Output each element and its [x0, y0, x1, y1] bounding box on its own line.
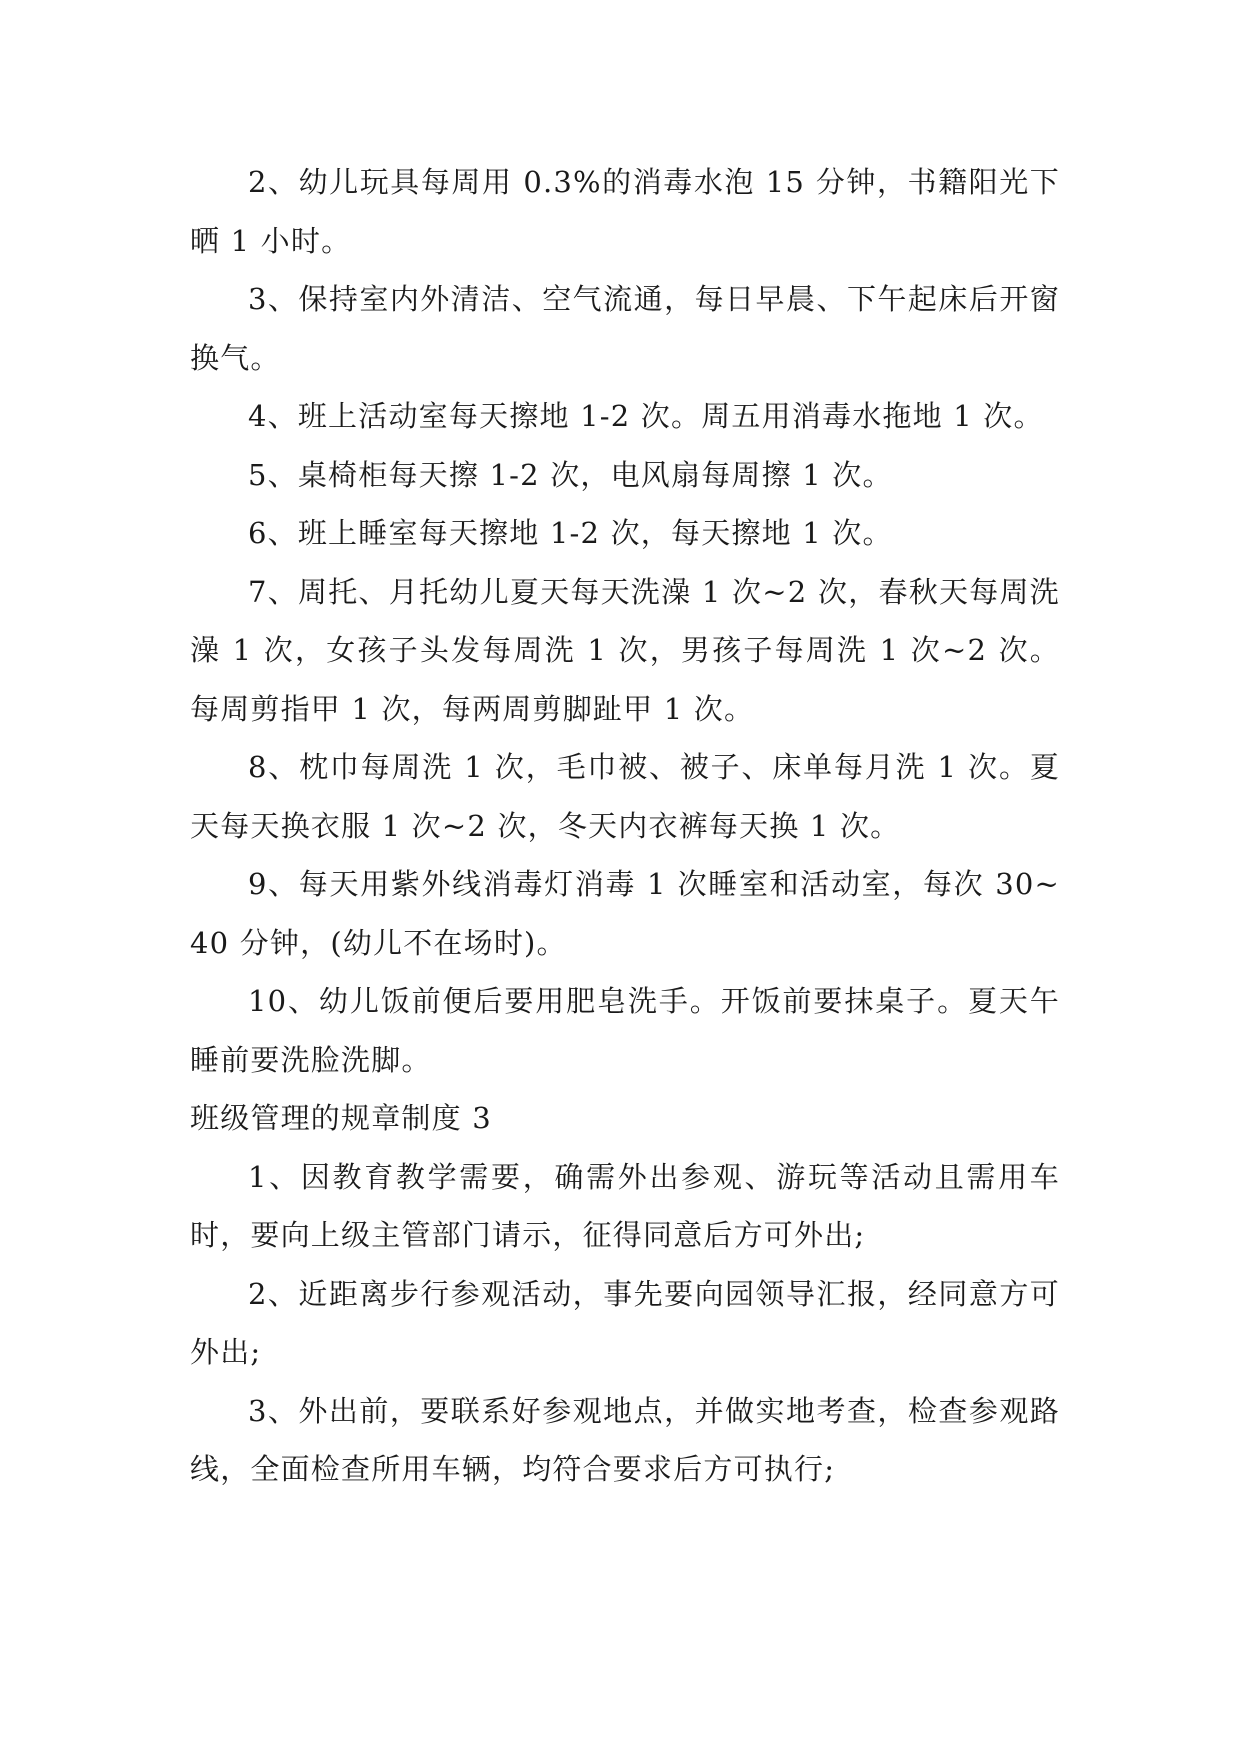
paragraph-ventilation: 3、保持室内外清洁、空气流通，每日早晨、下午起床后开窗换气。	[190, 282, 1060, 375]
paragraph-toys-disinfection: 2、幼儿玩具每周用 0.3%的消毒水泡 15 分钟，书籍阳光下晒 1 小时。	[190, 165, 1060, 258]
paragraph-handwashing: 10、幼儿饭前便后要用肥皂洗手。开饭前要抹桌子。夏天午睡前要洗脸洗脚。	[190, 984, 1060, 1077]
paragraph-walking-visit: 2、近距离步行参观活动，事先要向园领导汇报，经同意方可外出;	[190, 1276, 1060, 1369]
paragraph-uv-disinfection: 9、每天用紫外线消毒灯消毒 1 次睡室和活动室，每次 30~40 分钟，(幼儿不在场时)。	[190, 867, 1060, 960]
paragraph-bedroom-floor: 6、班上睡室每天擦地 1-2 次，每天擦地 1 次。	[248, 516, 893, 550]
document-body	[190, 153, 1060, 1499]
paragraph-pre-trip-check: 3、外出前，要联系好参观地点，并做实地考查，检查参观路线，全面检查所用车辆，均符合要求后方可执行;	[190, 1393, 1060, 1486]
paragraph-activity-room-floor: 4、班上活动室每天擦地 1-2 次。周五用消毒水拖地 1 次。	[248, 399, 1044, 433]
paragraph-furniture-cleaning: 5、桌椅柜每天擦 1-2 次，电风扇每周擦 1 次。	[248, 457, 893, 492]
section-heading: 班级管理的规章制度 3	[190, 1101, 492, 1135]
paragraph-outing-approval: 1、因教育教学需要，确需外出参观、游玩等活动且需用车时，要向上级主管部门请示，征得同意后方可外出;	[190, 1159, 1060, 1252]
paragraph-bathing: 7、周托、月托幼儿夏天每天洗澡 1 次~2 次，春秋天每周洗澡 1 次，女孩子头发每周洗 1 次，男孩子每周洗 1 次~2 次。每周剪指甲 1 次，每两周剪脚趾甲 1 次。	[190, 574, 1060, 726]
paragraph-laundry: 8、枕巾每周洗 1 次，毛巾被、被子、床单每月洗 1 次。夏天每天换衣服 1 次~2 次，冬天内衣裤每天换 1 次。	[190, 750, 1060, 843]
